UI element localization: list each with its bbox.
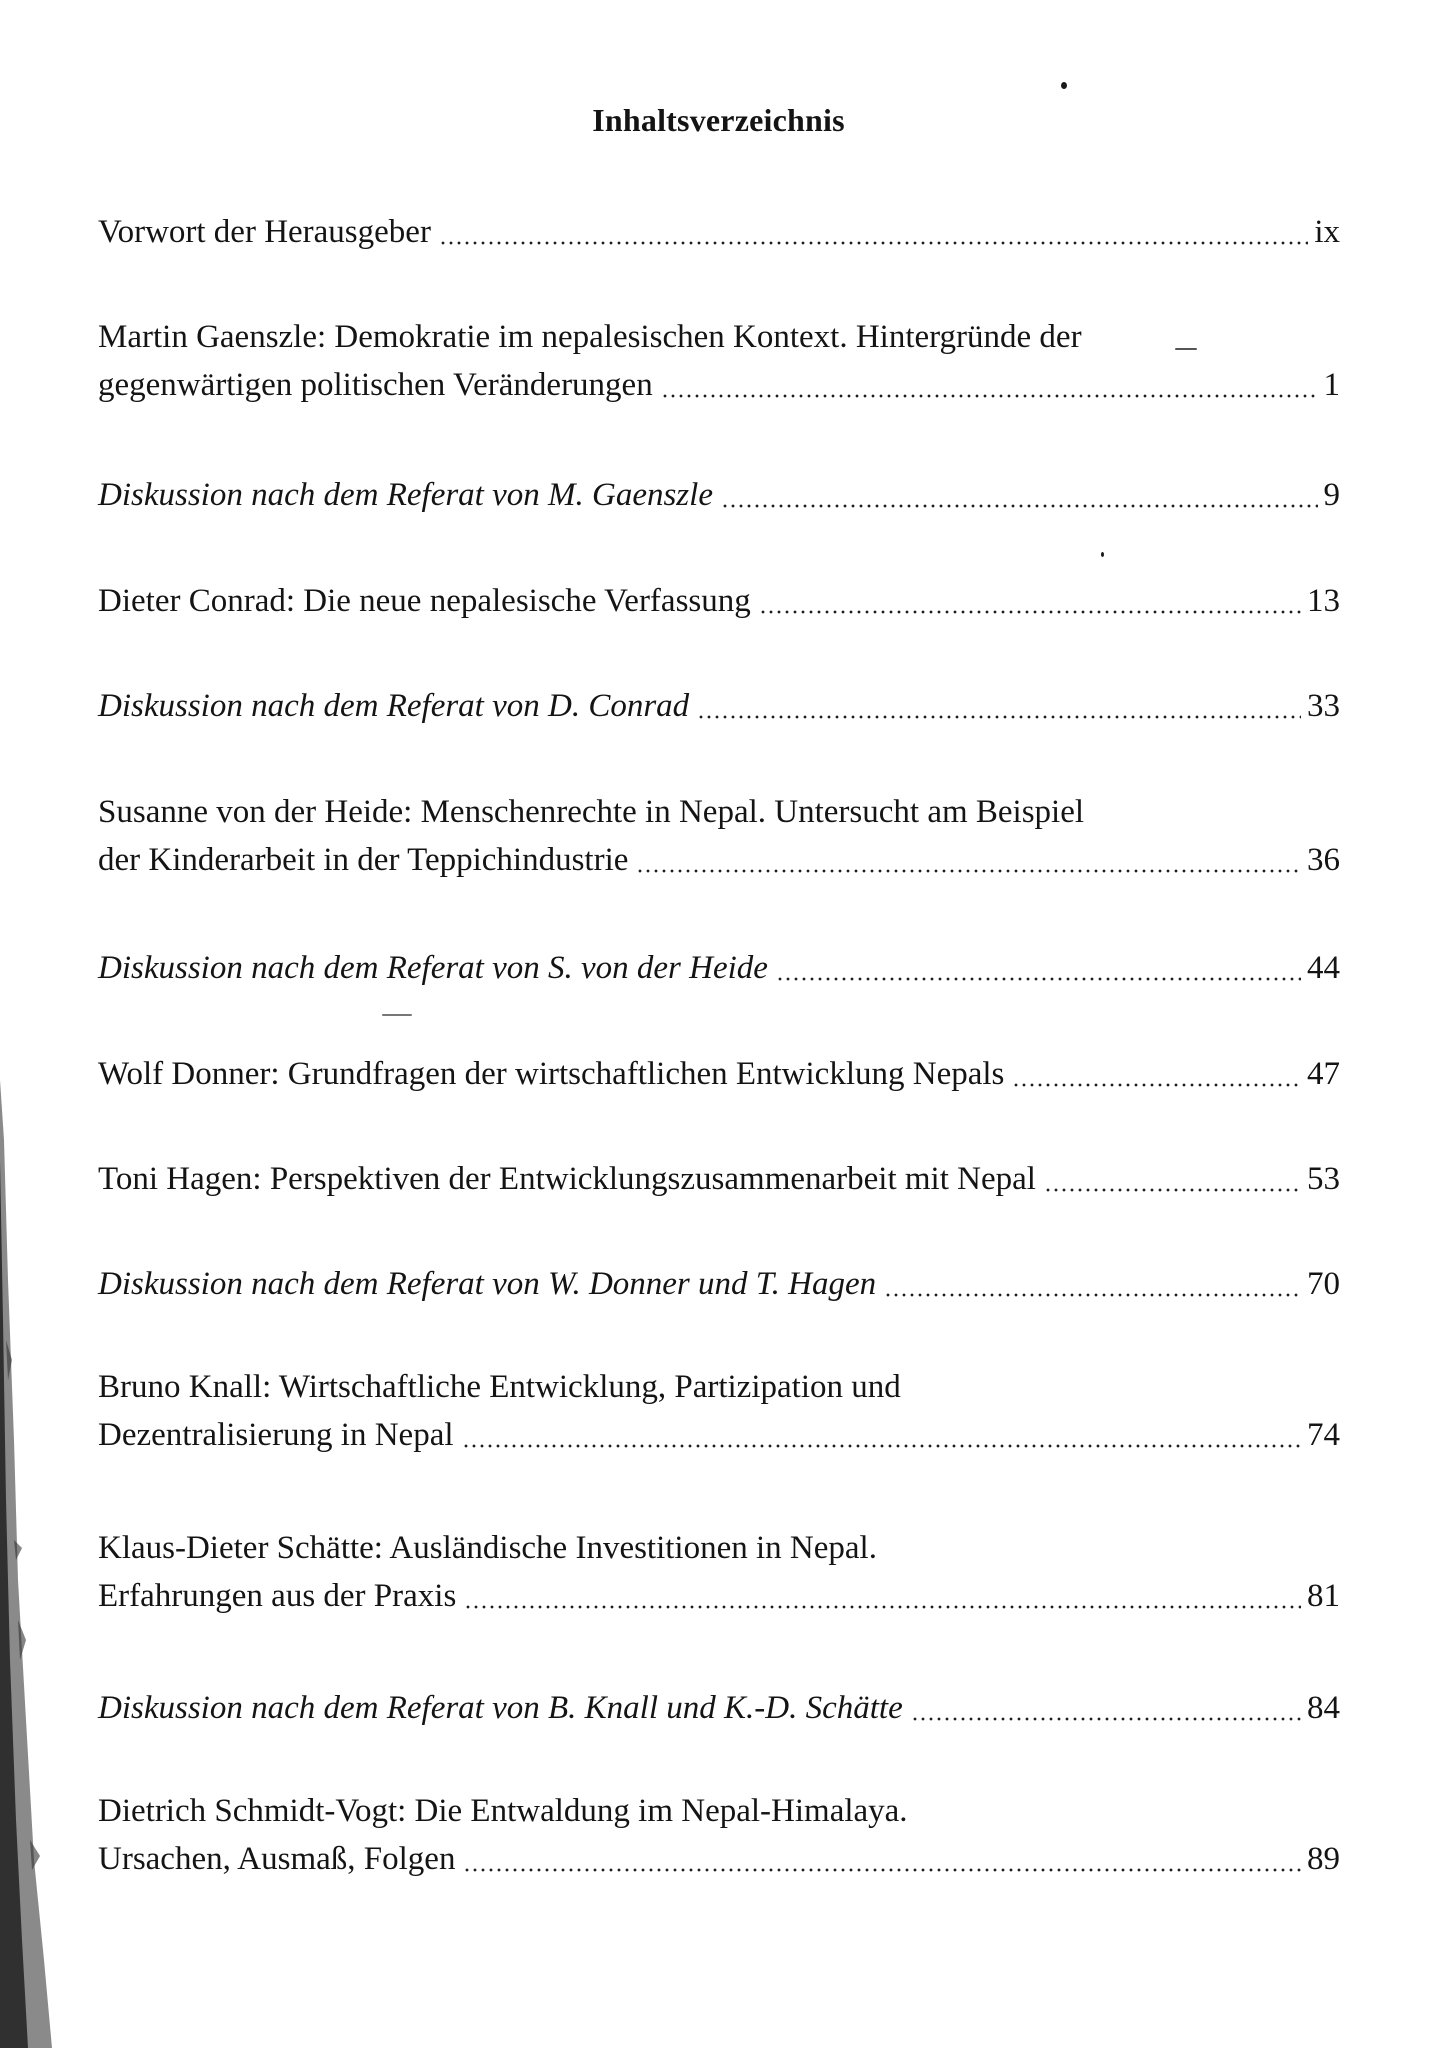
toc-entry[interactable] — [98, 577, 1340, 625]
page-title: Inhaltsverzeichnis — [592, 102, 845, 138]
toc-entry[interactable] — [98, 208, 1340, 256]
toc-line — [98, 1684, 1340, 1732]
toc-entry-title-continued: Ursachen, Ausmaß, Folgen — [98, 1841, 456, 1877]
toc-entry-title-continued: Erfahrungen aus der Praxis — [98, 1578, 457, 1614]
toc-line — [98, 471, 1340, 519]
toc-line — [98, 1363, 1340, 1411]
toc-entry-title: Susanne von der Heide: Menschenrechte in Nepal. Untersucht am Beispiel — [98, 794, 1085, 830]
scan-speck — [1061, 82, 1067, 89]
dot-leader — [776, 977, 1301, 981]
toc-page-number: 13 — [1307, 583, 1340, 619]
toc-line — [98, 208, 1340, 256]
dot-leader — [463, 1868, 1301, 1872]
toc-entry-title: Diskussion nach dem Referat von S. von der Heide — [98, 950, 768, 986]
scan-speck — [1101, 552, 1104, 557]
toc-line — [98, 836, 1340, 884]
toc-entry-discussion[interactable] — [98, 1260, 1340, 1308]
toc-entry-discussion[interactable] — [98, 1684, 1340, 1732]
toc-entry[interactable] — [98, 313, 1340, 409]
dot-leader — [911, 1717, 1301, 1721]
toc-entry-title: Diskussion nach dem Referat von M. Gaenszle — [98, 477, 713, 513]
toc-entry[interactable] — [98, 1787, 1340, 1883]
toc-line — [98, 1411, 1340, 1459]
dot-leader — [697, 715, 1301, 719]
toc-entry-title: Klaus-Dieter Schätte: Ausländische Investitionen in Nepal. — [98, 1530, 877, 1566]
toc-entry-title: Vorwort der Herausgeber — [98, 214, 431, 250]
toc-line — [98, 313, 1340, 361]
toc-entry[interactable] — [98, 1050, 1340, 1098]
toc-entry-title: Diskussion nach dem Referat von B. Knall und K.-D. Schätte — [98, 1690, 903, 1726]
toc-line — [98, 788, 1340, 836]
toc-entry-title-continued: Dezentralisierung in Nepal — [98, 1417, 454, 1453]
dot-leader — [759, 610, 1301, 614]
dot-leader — [1044, 1188, 1301, 1192]
toc-entry-title: Wolf Donner: Grundfragen der wirtschaftlichen Entwicklung Nepals — [98, 1056, 1005, 1092]
dot-leader — [661, 394, 1318, 398]
toc-page-number: 47 — [1307, 1056, 1340, 1092]
toc-entry-title-continued: der Kinderarbeit in der Teppichindustrie — [98, 842, 629, 878]
toc-entry-discussion[interactable] — [98, 471, 1340, 519]
toc-line — [98, 1155, 1340, 1203]
toc-line — [98, 1787, 1340, 1835]
toc-page-number: 81 — [1307, 1578, 1340, 1614]
toc-line — [98, 944, 1340, 992]
toc-entry-title: Toni Hagen: Perspektiven der Entwicklungszusammenarbeit mit Nepal — [98, 1161, 1036, 1197]
toc-entry[interactable] — [98, 1155, 1340, 1203]
dot-leader — [721, 504, 1318, 508]
toc-page-number: 1 — [1323, 367, 1340, 403]
toc-entry-title: Dietrich Schmidt-Vogt: Die Entwaldung im Nepal-Himalaya. — [98, 1793, 908, 1829]
toc-line — [98, 1260, 1340, 1308]
toc-page-number: 9 — [1323, 477, 1340, 513]
toc-entry-title: Bruno Knall: Wirtschaftliche Entwicklung, Partizipation und — [98, 1369, 901, 1405]
toc-line — [98, 1572, 1340, 1620]
toc-page-number: 53 — [1307, 1161, 1340, 1197]
toc-entry[interactable] — [98, 1363, 1340, 1459]
toc-entry-title-continued: gegenwärtigen politischen Veränderungen — [98, 367, 653, 403]
toc-entry-title: Martin Gaenszle: Demokratie im nepalesischen Kontext. Hintergründe der — [98, 319, 1082, 355]
toc-entry[interactable] — [98, 1524, 1340, 1620]
toc-page-number: 89 — [1307, 1841, 1340, 1877]
toc-line — [98, 1050, 1340, 1098]
toc-page-number: ix — [1314, 214, 1340, 250]
toc-page-number: 36 — [1307, 842, 1340, 878]
toc-line — [98, 1835, 1340, 1883]
toc-entry-title: Diskussion nach dem Referat von W. Donner und T. Hagen — [98, 1266, 877, 1302]
toc-entry-title: Diskussion nach dem Referat von D. Conrad — [98, 688, 690, 724]
dot-leader — [636, 869, 1301, 873]
dot-leader — [462, 1444, 1301, 1448]
toc-page-number: 74 — [1307, 1417, 1340, 1453]
toc-line — [98, 577, 1340, 625]
dot-leader — [1012, 1083, 1301, 1087]
toc-line — [98, 1524, 1340, 1572]
toc-page-number: 44 — [1307, 950, 1340, 986]
toc-entry-discussion[interactable] — [98, 944, 1340, 992]
toc-line — [98, 361, 1340, 409]
toc-page-number: 70 — [1307, 1266, 1340, 1302]
dot-leader — [884, 1293, 1301, 1297]
dot-leader — [464, 1605, 1301, 1609]
toc-entry-title: Dieter Conrad: Die neue nepalesische Verfassung — [98, 583, 751, 619]
toc-entry-discussion[interactable] — [98, 682, 1340, 730]
toc-entry[interactable] — [98, 788, 1340, 884]
toc-line — [98, 682, 1340, 730]
dot-leader — [439, 241, 1308, 245]
scan-speck — [382, 1014, 412, 1016]
toc-page-number: 33 — [1307, 688, 1340, 724]
toc-page-number: 84 — [1307, 1690, 1340, 1726]
